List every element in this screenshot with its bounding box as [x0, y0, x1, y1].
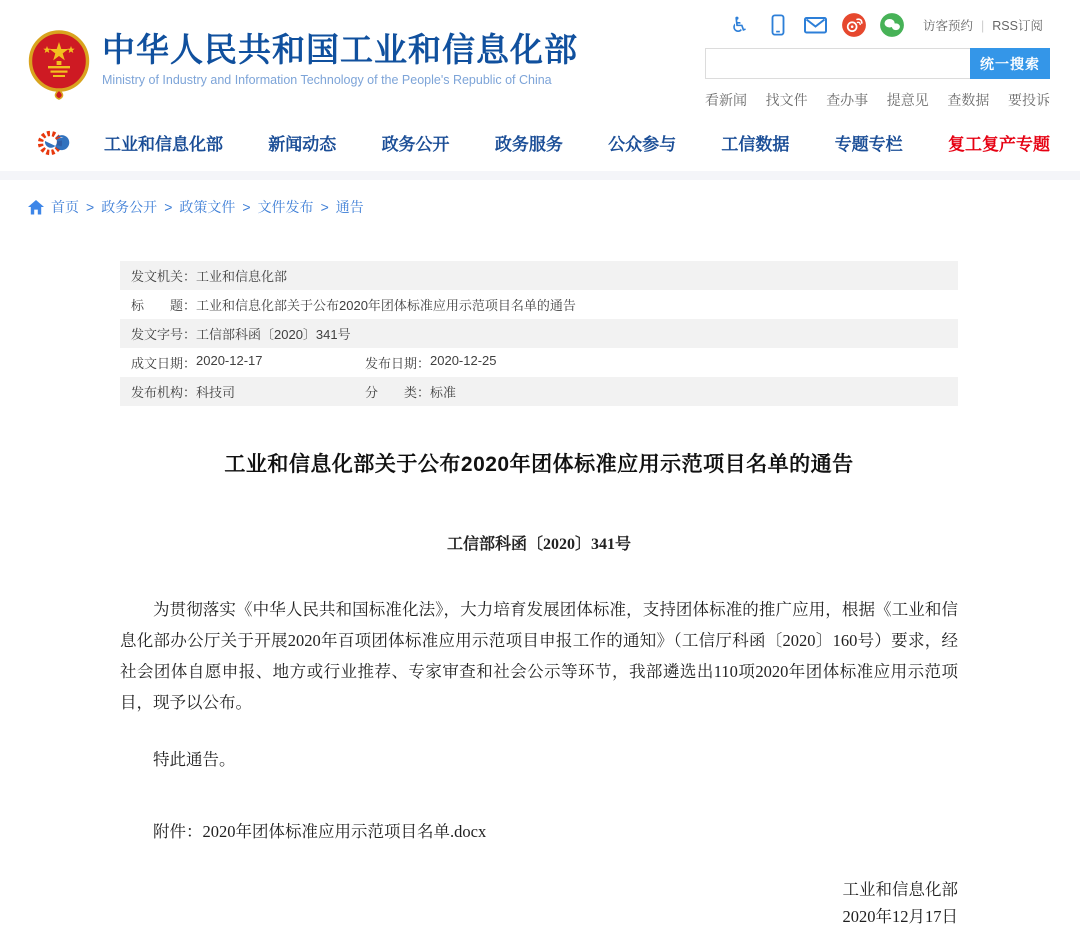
document-title: 工业和信息化部关于公布2020年团体标准应用示范项目名单的通告 [224, 453, 854, 476]
rss-link[interactable]: RSS订阅 [992, 19, 1043, 33]
quick-links [705, 90, 1050, 110]
meta-value: 工业和信息化部 [196, 269, 288, 284]
site-subtitle: Ministry of Industry and Information Technology of the People's Republic of China [102, 73, 552, 87]
accessibility-icon[interactable]: ♿ [730, 13, 749, 37]
signature-block [120, 876, 958, 930]
breadcrumb-file-release[interactable]: 文件发布 [257, 199, 314, 215]
nav-item-miit-data[interactable]: 工信数据 [721, 134, 790, 154]
attachment-file-link[interactable]: 2020年团体标准应用示范项目名单.docx [202, 822, 487, 841]
nav-item-miit[interactable]: 工业和信息化部 [104, 134, 223, 154]
meta-label: 发布机构： [131, 385, 197, 400]
search-button[interactable]: 统一搜索 [970, 48, 1050, 79]
quick-link-files[interactable]: 找文件 [765, 92, 808, 108]
meta-row-title [120, 290, 958, 319]
header-divider-band [0, 171, 1080, 180]
home-icon[interactable] [28, 200, 44, 215]
main-nav [0, 116, 1080, 168]
meta-value: 科技司 [196, 385, 236, 400]
meta-value: 2020-12-17 [196, 353, 263, 368]
weibo-icon[interactable] [841, 13, 866, 38]
mail-icon[interactable] [803, 13, 828, 38]
visitor-reservation-link[interactable]: 访客预约 [923, 19, 974, 33]
national-emblem [28, 30, 90, 100]
wechat-icon[interactable] [879, 13, 904, 38]
attachment-line [120, 818, 958, 842]
body-paragraph: 特此通告。 [153, 750, 236, 769]
topbar-separator: | [981, 19, 985, 33]
breadcrumb-separator: > [242, 199, 251, 215]
quick-link-news[interactable]: 看新闻 [705, 92, 747, 108]
mobile-icon[interactable] [765, 13, 790, 38]
signature-date: 2020年12月17日 [842, 907, 958, 926]
quick-link-suggestions[interactable]: 提意见 [886, 92, 929, 108]
miit-gear-logo [36, 127, 66, 157]
nav-item-gov-disclosure[interactable]: 政务公开 [381, 134, 450, 154]
site-header [0, 0, 1080, 110]
meta-row-dates [120, 348, 958, 377]
quick-link-services[interactable]: 查办事 [826, 92, 869, 108]
breadcrumb-policy-files[interactable]: 政策文件 [179, 199, 236, 215]
signature-signer: 工业和信息化部 [842, 880, 958, 899]
nav-item-work-resumption[interactable]: 复工复产专题 [947, 134, 1050, 154]
breadcrumb-home[interactable]: 首页 [51, 199, 79, 215]
nav-item-news[interactable]: 新闻动态 [268, 134, 337, 154]
breadcrumb-separator: > [164, 199, 173, 215]
breadcrumb-gov-disclosure[interactable]: 政务公开 [101, 199, 158, 215]
meta-label: 标 题： [131, 298, 197, 313]
nav-item-public-participation[interactable]: 公众参与 [608, 134, 677, 154]
meta-label: 分 类： [365, 385, 431, 400]
meta-label: 发文字号： [131, 327, 197, 342]
meta-row-publisher-category [120, 377, 958, 406]
document-panel [120, 261, 958, 930]
meta-label: 发文机关： [131, 269, 197, 284]
meta-value: 标准 [430, 385, 457, 400]
meta-row-issuing-agency [120, 261, 958, 290]
meta-value: 工信部科函〔2020〕341号 [196, 327, 351, 342]
topbar [727, 10, 1050, 40]
meta-value: 工业和信息化部关于公布2020年团体标准应用示范项目名单的通告 [196, 298, 576, 313]
meta-row-doc-number [120, 319, 958, 348]
breadcrumb-separator: > [320, 199, 329, 215]
breadcrumb-notice[interactable]: 通告 [335, 199, 364, 215]
nav-item-special-topics[interactable]: 专题专栏 [834, 134, 903, 154]
meta-label: 成文日期： [131, 356, 197, 371]
meta-label: 发布日期： [365, 356, 431, 371]
nav-item-gov-services[interactable]: 政务服务 [494, 134, 563, 154]
body-paragraph: 为贯彻落实《中华人民共和国标准化法》，大力培育发展团体标准，支持团体标准的推广应用，根据《工业和信息化部办公厅关于开展2020年百项团体标准应用示范项目申报工作的通知》（工信厅科函〔2020〕160号）要求，经社会团体自愿申报、地方或行业推荐、专家审查和社会公示等环节，我部遴选出110项2020年团体标准应用示范项目，现予以公布。 [120, 600, 958, 712]
document-number: 工信部科函〔2020〕341号 [446, 536, 631, 553]
document-meta-table [120, 261, 958, 406]
attachment-label: 附件： [153, 822, 203, 841]
meta-value: 2020-12-25 [430, 353, 497, 368]
breadcrumb [0, 180, 1080, 217]
breadcrumb-separator: > [86, 199, 95, 215]
quick-link-complaints[interactable]: 要投诉 [1007, 92, 1050, 108]
site-title: 中华人民共和国工业和信息化部 [102, 31, 578, 68]
quick-link-data[interactable]: 查数据 [947, 92, 990, 108]
search-input[interactable] [705, 48, 970, 79]
document-body [120, 594, 958, 775]
site-logo[interactable] [28, 30, 578, 110]
